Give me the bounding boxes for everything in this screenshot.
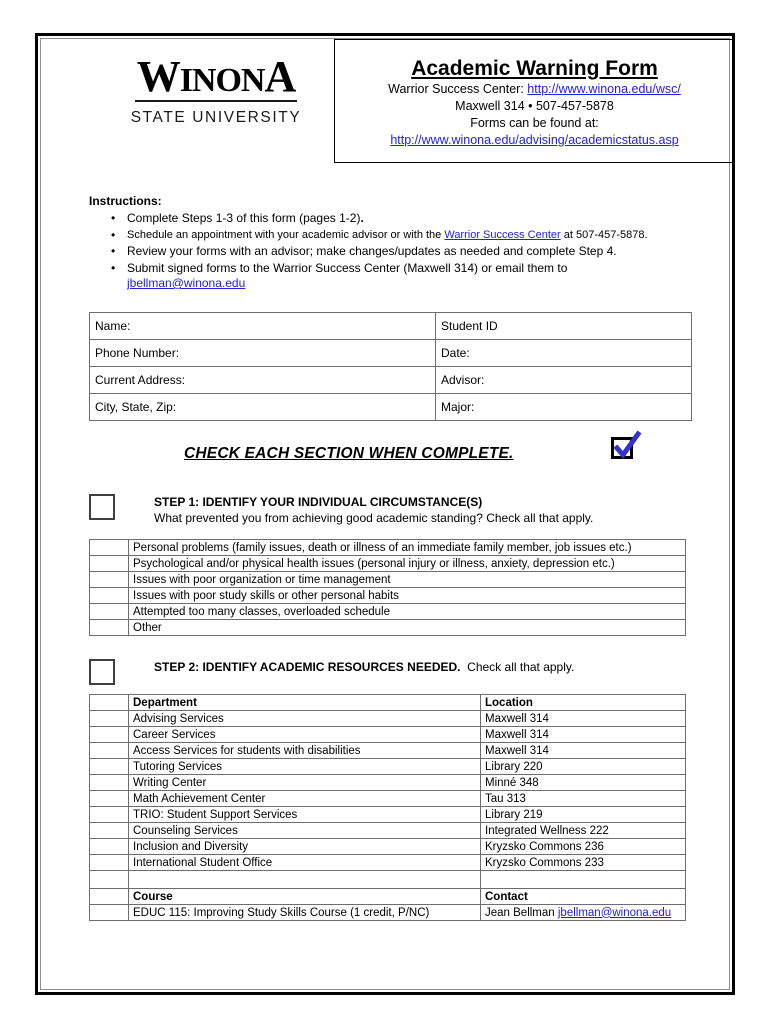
table-row: [90, 775, 686, 791]
column-header-location: Location: [481, 695, 686, 711]
header-title-box: [334, 39, 735, 163]
resource-checkbox-cell[interactable]: [90, 855, 129, 871]
step-1-complete-checkbox[interactable]: [89, 494, 115, 520]
option-checkbox-cell[interactable]: [90, 620, 129, 636]
option-checkbox-cell[interactable]: [90, 540, 129, 556]
course-name: EDUC 115: Improving Study Skills Course (1 credit, P/NC): [129, 905, 481, 921]
column-header-department: Department: [129, 695, 481, 711]
bullet-glyph-icon: •: [111, 211, 116, 225]
option-label: Psychological and/or physical health issues (personal injury or illness, anxiety, depression etc.): [129, 556, 686, 572]
resource-location: Tau 313: [481, 791, 686, 807]
check-each-section-text: CHECK EACH SECTION WHEN COMPLETE.: [184, 445, 514, 462]
resource-department: Access Services for students with disabilities: [129, 743, 481, 759]
instruction-text-4: Submit signed forms to the Warrior Success Center (Maxwell 314) or email them to: [127, 260, 568, 275]
wsc-line: [335, 81, 734, 98]
table-row: [90, 367, 692, 394]
table-row: [90, 572, 686, 588]
academicstatus-url-link[interactable]: http://www.winona.edu/advising/academicstatus.asp: [390, 132, 679, 147]
resource-checkbox-cell[interactable]: [90, 727, 129, 743]
course-checkbox-cell[interactable]: [90, 905, 129, 921]
wsc-url-link[interactable]: http://www.winona.edu/wsc/: [527, 82, 681, 97]
resource-checkbox-cell[interactable]: [90, 807, 129, 823]
resource-checkbox-cell[interactable]: [90, 711, 129, 727]
blue-checkmark-icon: [610, 430, 644, 464]
course-contact: [481, 905, 686, 921]
header-checkbox-cell: [90, 695, 129, 711]
page-inner-border: [40, 38, 730, 990]
resource-department: Math Achievement Center: [129, 791, 481, 807]
instructions-section: [89, 194, 699, 293]
spacer-row: [90, 871, 686, 889]
bullet-glyph-icon: •: [111, 244, 116, 258]
table-row: [90, 759, 686, 775]
spacer-cell: [129, 871, 481, 889]
option-checkbox-cell[interactable]: [90, 572, 129, 588]
resource-location: Minné 348: [481, 775, 686, 791]
step-1-circumstances-table: [89, 539, 686, 636]
resource-checkbox-cell[interactable]: [90, 743, 129, 759]
table-row: [90, 556, 686, 572]
field-label-address[interactable]: Current Address:: [90, 367, 436, 394]
instruction-text-3: Review your forms with an advisor; make changes/updates as needed and complete Step 4.: [127, 244, 617, 258]
table-row: [90, 855, 686, 871]
resource-location: Maxwell 314: [481, 743, 686, 759]
field-label-student-id[interactable]: Student ID: [436, 313, 692, 340]
table-row: [90, 905, 686, 921]
jbellman-email-link[interactable]: jbellman@winona.edu: [127, 276, 246, 290]
resource-department: Advising Services: [129, 711, 481, 727]
table-row: [90, 313, 692, 340]
table-row: [90, 791, 686, 807]
field-label-phone[interactable]: Phone Number:: [90, 340, 436, 367]
step-2-complete-checkbox[interactable]: [89, 659, 115, 685]
page-title: Academic Warning Form: [411, 57, 658, 80]
option-checkbox-cell[interactable]: [90, 588, 129, 604]
step-1-title: STEP 1: IDENTIFY YOUR INDIVIDUAL CIRCUMSTANCE(S): [154, 495, 483, 509]
resource-department: Counseling Services: [129, 823, 481, 839]
instruction-text-2b: at 507-457-5878.: [560, 228, 648, 241]
step-2-title-bold: STEP 2: IDENTIFY ACADEMIC RESOURCES NEEDED.: [154, 660, 461, 674]
option-checkbox-cell[interactable]: [90, 604, 129, 620]
option-label: Issues with poor organization or time management: [129, 572, 686, 588]
resource-location: Maxwell 314: [481, 727, 686, 743]
logo-subtitle: STATE UNIVERSITY: [130, 109, 302, 126]
checked-checkbox-icon: [605, 429, 647, 469]
option-checkbox-cell[interactable]: [90, 556, 129, 572]
winona-state-university-logo: [96, 52, 336, 127]
step-1-description: What prevented you from achieving good academic standing? Check all that apply.: [154, 511, 594, 525]
instruction-item-3: [89, 244, 699, 260]
instruction-item-4: [89, 261, 699, 292]
table-row: [90, 807, 686, 823]
resource-location: Library 220: [481, 759, 686, 775]
table-row: [90, 604, 686, 620]
instruction-text-1-period: .: [360, 211, 364, 225]
option-label: Issues with poor study skills or other personal habits: [129, 588, 686, 604]
document-page: [35, 33, 735, 995]
step-2-text: [154, 659, 699, 675]
contact-email-link[interactable]: jbellman@winona.edu: [557, 906, 672, 919]
warrior-success-center-link[interactable]: Warrior Success Center: [444, 228, 561, 241]
bullet-glyph-icon: •: [111, 260, 116, 275]
field-label-date[interactable]: Date:: [436, 340, 692, 367]
table-header-row: [90, 889, 686, 905]
field-label-advisor[interactable]: Advisor:: [436, 367, 692, 394]
instruction-item-2: [89, 228, 699, 244]
wsc-label: Warrior Success Center:: [388, 82, 528, 97]
option-label: Other: [129, 620, 686, 636]
table-row: [90, 711, 686, 727]
step-2-section: [89, 659, 699, 675]
resource-department: Career Services: [129, 727, 481, 743]
table-row: [90, 839, 686, 855]
step-2-title-suffix: Check all that apply.: [467, 660, 575, 674]
resource-department: TRIO: Student Support Services: [129, 807, 481, 823]
table-row: [90, 540, 686, 556]
wsc-address-line: Maxwell 314 • 507-457-5878: [455, 99, 614, 114]
field-label-name[interactable]: Name:: [90, 313, 436, 340]
field-label-major[interactable]: Major:: [436, 394, 692, 421]
resource-location: Integrated Wellness 222: [481, 823, 686, 839]
step-1-section: [89, 494, 699, 526]
document-header: [41, 39, 729, 163]
table-row: [90, 340, 692, 367]
header-checkbox-cell: [90, 889, 129, 905]
option-label: Attempted too many classes, overloaded schedule: [129, 604, 686, 620]
step-1-text: [154, 494, 699, 526]
step-2-resources-table: [89, 694, 686, 921]
resource-department: Writing Center: [129, 775, 481, 791]
instruction-item-1: [89, 211, 699, 227]
table-row: [90, 823, 686, 839]
instruction-text-2a: Schedule an appointment with your academic advisor or with the: [127, 228, 445, 241]
contact-name: Jean Bellman: [485, 906, 558, 919]
column-header-course: Course: [129, 889, 481, 905]
resource-department: International Student Office: [129, 855, 481, 871]
column-header-contact: Contact: [481, 889, 686, 905]
student-info-table: [89, 312, 692, 421]
resource-checkbox-cell[interactable]: [90, 823, 129, 839]
resource-checkbox-cell[interactable]: [90, 775, 129, 791]
field-label-city-state-zip[interactable]: City, State, Zip:: [90, 394, 436, 421]
spacer-cell: [481, 871, 686, 889]
table-row: [90, 394, 692, 421]
resource-checkbox-cell[interactable]: [90, 839, 129, 855]
check-each-section-banner: [89, 429, 692, 475]
bullet-glyph-icon: •: [111, 227, 116, 242]
option-label: Personal problems (family issues, death or illness of an immediate family member, job issues etc.): [129, 540, 686, 556]
table-header-row: [90, 695, 686, 711]
resource-location: Maxwell 314: [481, 711, 686, 727]
resource-department: Inclusion and Diversity: [129, 839, 481, 855]
resource-checkbox-cell[interactable]: [90, 791, 129, 807]
instruction-text-1: Complete Steps 1-3 of this form (pages 1-2): [127, 211, 361, 225]
table-row: [90, 620, 686, 636]
logo-wordmark: WINONA: [136, 52, 296, 101]
table-row: [90, 743, 686, 759]
forms-url-line: [335, 132, 734, 149]
instructions-heading: Instructions:: [89, 194, 162, 208]
step-2-title: [154, 659, 699, 675]
forms-found-line: Forms can be found at:: [470, 115, 599, 130]
instructions-list: [89, 211, 699, 292]
table-row: [90, 588, 686, 604]
resource-location: Library 219: [481, 807, 686, 823]
table-row: [90, 727, 686, 743]
resource-department: Tutoring Services: [129, 759, 481, 775]
resource-location: Kryzsko Commons 233: [481, 855, 686, 871]
resource-location: Kryzsko Commons 236: [481, 839, 686, 855]
spacer-cell: [90, 871, 129, 889]
resource-checkbox-cell[interactable]: [90, 759, 129, 775]
logo-wordmark-inner: INON: [179, 62, 265, 99]
